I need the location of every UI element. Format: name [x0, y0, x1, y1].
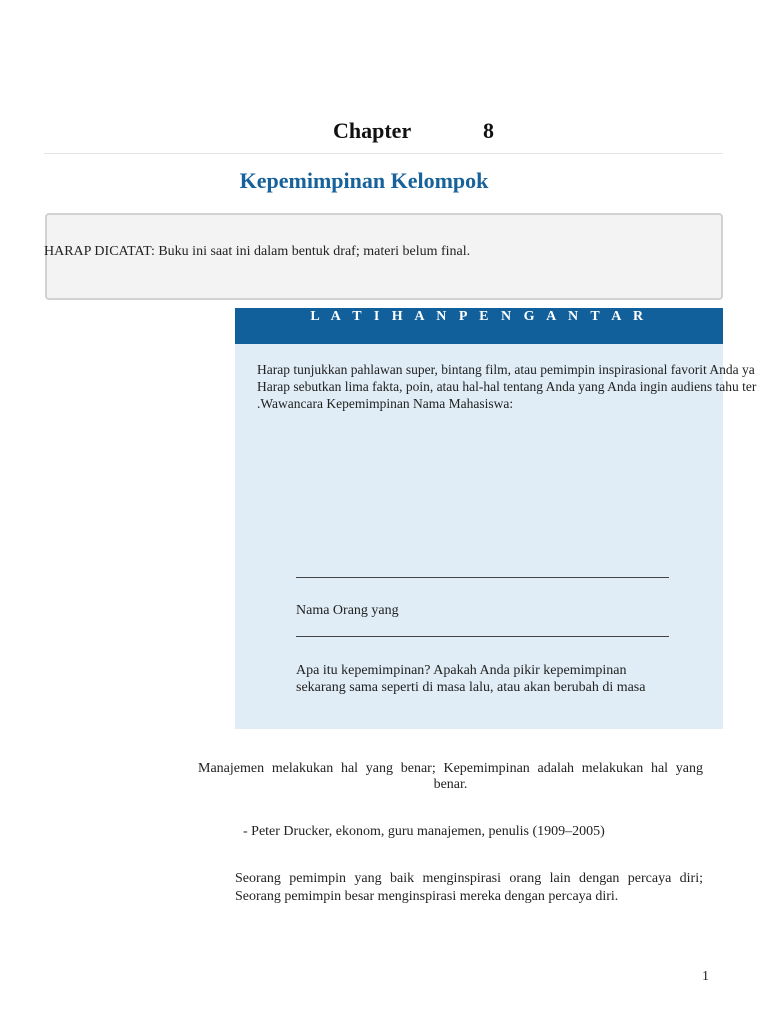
chapter-heading	[0, 118, 768, 148]
exercise-title: L A T I H A N P E N G A N T A R	[310, 309, 648, 324]
leader-quote	[235, 870, 703, 906]
question-line: sekarang sama seperti di masa lalu, atau akan berubah di masa	[296, 680, 646, 695]
exercise-line: Harap sebutkan lima fakta, poin, atau hal-hal tentang Anda yang Anda ingin audiens tahu ter	[257, 379, 757, 394]
question-line: Apa itu kepemimpinan? Apakah Anda pikir kepemimpinan	[296, 663, 627, 678]
quote-line: Seorang pemimpin besar menginspirasi mereka dengan percaya diri.	[235, 889, 619, 904]
chapter-number: 8	[483, 118, 494, 143]
answer-line	[296, 577, 669, 578]
exercise-line: Harap tunjukkan pahlawan super, bintang film, atau pemimpin inspirasional favorit Anda ya	[257, 362, 755, 377]
exercise-line: .Wawancara Kepemimpinan Nama Mahasiswa:	[257, 396, 514, 411]
chapter-title: Kepemimpinan Kelompok	[239, 168, 489, 193]
draft-note-text: HARAP DICATAT: Buku ini saat ini dalam bentuk draf; materi belum final.	[44, 244, 471, 259]
quote-attribution: - Peter Drucker, ekonom, guru manajemen, penulis (1909–2005)	[243, 824, 605, 839]
interviewee-name-label: Nama Orang yang	[296, 603, 399, 618]
answer-line	[296, 636, 669, 637]
quote-line: Seorang pemimpin yang baik menginspirasi orang lain dengan percaya diri;	[235, 871, 703, 886]
quote-line: Manajemen melakukan hal yang benar; Kepemimpinan adalah melakukan hal yang	[198, 761, 703, 776]
page-number: 1	[702, 969, 709, 984]
quote-line: benar.	[433, 777, 468, 792]
chapter-word: Chapter	[333, 118, 412, 143]
header-divider	[44, 153, 723, 154]
drucker-quote	[198, 761, 703, 793]
interview-question	[296, 662, 676, 696]
exercise-instructions	[257, 361, 768, 412]
